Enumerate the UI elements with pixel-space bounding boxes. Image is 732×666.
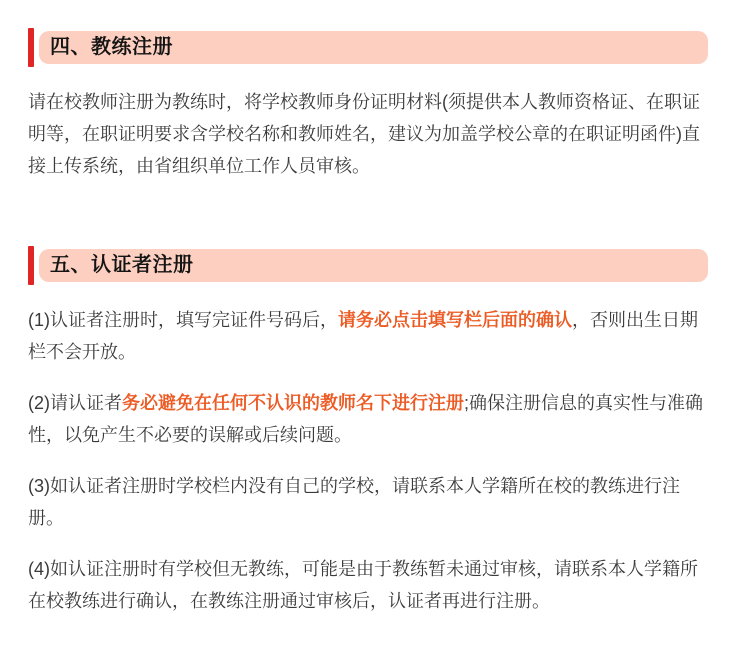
- certifier-point-4: [28, 553, 705, 617]
- text-run: ，否则出生日期栏不会开放。: [28, 310, 698, 362]
- text-run: (4)如认证注册时有学校但无教练，可能是由于教练暂未通过审核，请联系本人学籍所在校教练进行确认，在教练注册通过审核后，认证者再进行注册。: [28, 559, 698, 611]
- heading-accent-bar: [28, 28, 34, 67]
- certifier-section-title: 五、认证者注册: [39, 249, 708, 282]
- certifier-point-1: [28, 304, 705, 368]
- text-run: (2)请认证者: [28, 393, 122, 413]
- text-run: 请在校教师注册为教练时，将学校教师身份证明材料(须提供本人教师资格证、在职证明等，在职证明要求含学校名称和教师姓名，建议为加盖学校公章的在职证明函件)直接上传系统，由省组织单位工作人员审核。: [28, 92, 700, 176]
- certifier-point-2: [28, 387, 705, 451]
- text-run: (3)如认证者注册时学校栏内没有自己的学校，请联系本人学籍所在校的教练进行注册。: [28, 476, 680, 528]
- coach-registration-paragraph: [28, 86, 705, 182]
- coach-section-title: 四、教练注册: [39, 31, 708, 64]
- highlight-avoid-unknown-teacher: 务必避免在任何不认识的教师名下进行注册: [122, 393, 464, 413]
- coach-section-header: [28, 28, 708, 67]
- text-run: ;确保注册信息的真实性与准确性，以免产生不必要的误解或后续问题。: [28, 393, 703, 445]
- text-run: (1)认证者注册时，填写完证件号码后，: [28, 310, 338, 330]
- highlight-confirm-click: 请务必点击填写栏后面的确认: [338, 310, 572, 330]
- heading-accent-bar: [28, 246, 34, 285]
- section-certifier-registration: [28, 246, 708, 617]
- certifier-section-header: [28, 246, 708, 285]
- certifier-point-3: [28, 470, 705, 534]
- section-coach-registration: [28, 28, 708, 182]
